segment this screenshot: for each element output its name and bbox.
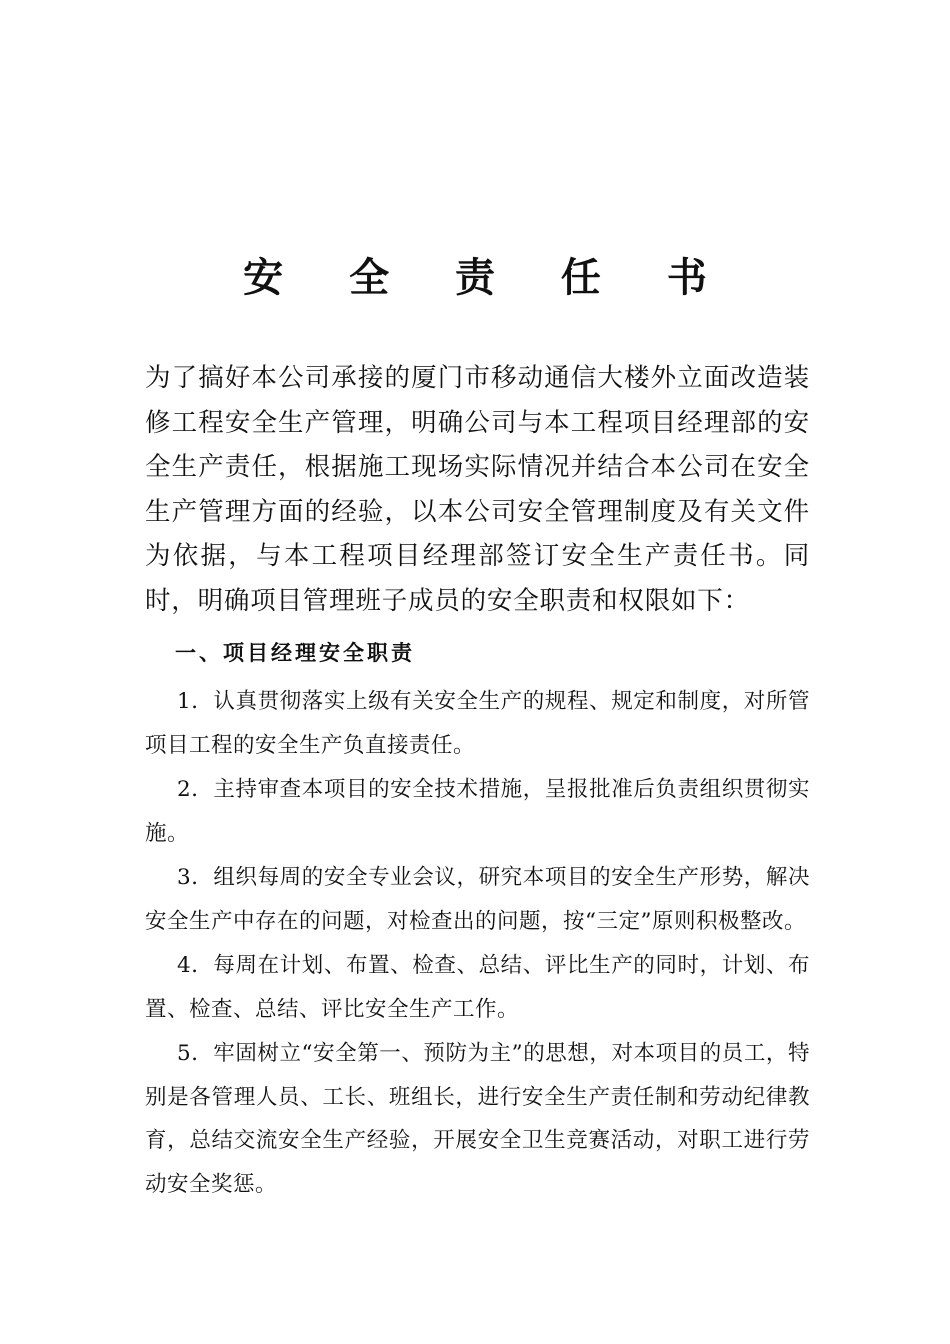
document-title: 安 全 责 任 书: [243, 255, 733, 301]
list-item: 5．牢固树立“安全第一、预防为主”的思想，对本项目的员工，特别是各管理人员、工长、班组长，进行安全生产责任制和劳动纪律教育，总结交流安全生产经验，开展安全卫生竞赛活动，对职工进行劳动安全奖惩。: [145, 1041, 810, 1197]
intro-paragraph: 为了搞好本公司承接的厦门市移动通信大楼外立面改造装修工程安全生产管理，明确公司与本工程项目经理部的安全生产责任，根据施工现场实际情况并结合本公司在安全生产管理方面的经验，以本公司安全管理制度及有关文件为依据，与本工程项目经理部签订安全生产责任书。同时，明确项目管理班子成员的安全职责和权限如下：: [145, 363, 810, 616]
list-item: 4．每周在计划、布置、检查、总结、评比生产的同时，计划、布置、检查、总结、评比安全生产工作。: [145, 953, 810, 1022]
section-heading: 一、项目经理安全职责: [175, 641, 415, 665]
list-item: 1．认真贯彻落实上级有关安全生产的规程、规定和制度，对所管项目工程的安全生产负直接责任。: [145, 689, 810, 758]
list-item: 3．组织每周的安全专业会议，研究本项目的安全生产形势，解决安全生产中存在的问题，对检查出的问题，按“三定”原则积极整改。: [145, 865, 810, 934]
responsibility-list: [145, 680, 810, 1207]
list-item: 2．主持审查本项目的安全技术措施，呈报批准后负责组织贯彻实施。: [145, 777, 810, 846]
